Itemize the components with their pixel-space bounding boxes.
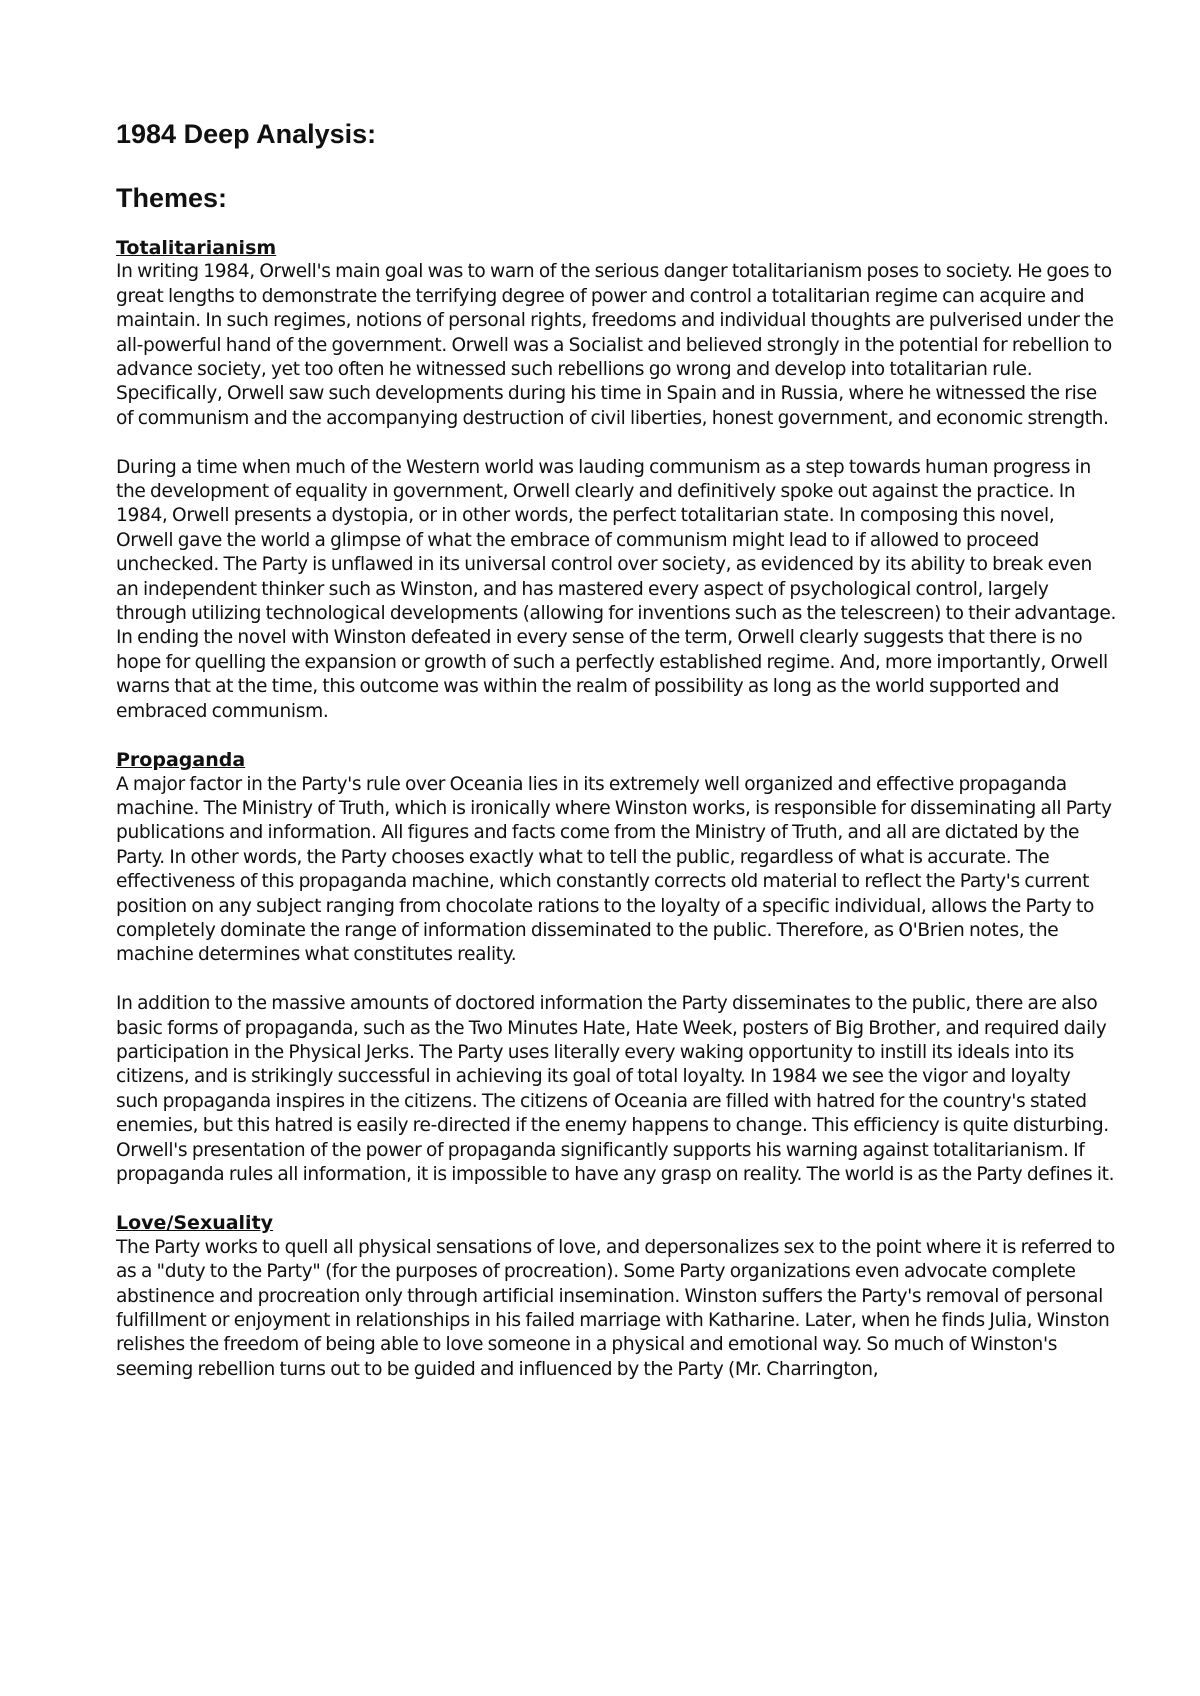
document-title: 1984 Deep Analysis: — [116, 119, 377, 149]
section-heading: Totalitarianism — [116, 237, 277, 259]
paragraph: During a time when much of the Western world was lauding communism as a step towards human progress in the development of equality in government, Orwell clearly and definitively spoke out against the practice. In 1984, Orwell presents a dystopia, or in other words, the perfect totalitarian state. In composing this novel, Orwell gave the world a glimpse of what the embrace of communism might lead to if allowed to proceed unchecked. The Party is unflawed in its universal control over society, as evidenced by its ability to break even an independent thinker such as Winston, and has mastered every aspect of psychological control, largely through utilizing technological developments (allowing for inventions such as the telescreen) to their advantage. In ending the novel with Winston defeated in every sense of the term, Orwell clearly suggests that there is no hope for quelling the expansion or growth of such a perfectly established regime. And, more importantly, Orwell warns that at the time, this outcome was within the realm of possibility as long as the world supported and embraced communism. — [116, 456, 1117, 722]
section-heading: Propaganda — [116, 749, 246, 772]
paragraph: In addition to the massive amounts of doctored information the Party disseminates to the public, there are also basic forms of propaganda, such as the Two Minutes Hate, Hate Week, posters of Big Brother, and required daily participation in the Physical Jerks. The Party uses literally every waking opportunity to instill its ideals into its citizens, and is strikingly successful in achieving its goal of total loyalty. In 1984 we see the vigor and loyalty such propaganda inspires in the citizens. The citizens of Oceania are filled with hatred for the country's stated enemies, but this hatred is easily re-directed if the enemy happens to change. This efficiency is quite disturbing. Orwell's presentation of the power of propaganda significantly supports his warning against totalitarianism. If propaganda rules all information, it is impossible to have any grasp on reality. The world is as the Party defines it. — [116, 993, 1115, 1185]
section-propaganda — [116, 748, 1116, 1187]
paragraph: In writing 1984, Orwell's main goal was to warn of the serious danger totalitarianism poses to society. He goes to great lengths to demonstrate the terrifying degree of power and control a totalitarian regime can acquire and maintain. In such regimes, notions of personal rights, freedoms and individual thoughts are pulverised under the all-powerful hand of the government. Orwell was a Socialist and believed strongly in the potential for rebellion to advance society, yet too often he witnessed such rebellions go wrong and develop into totalitarian rule. Specifically, Orwell saw such developments during his time in Spain and in Russia, where he witnessed the rise of communism and the accompanying destruction of civil liberties, honest government, and economic strength. — [116, 261, 1114, 429]
paragraph: The Party works to quell all physical sensations of love, and depersonalizes sex to the point where it is referred to as a "duty to the Party" (for the purposes of procreation). Some Party organizations even advocate complete abstinence and procreation only through artificial insemination. Winston suffers the Party's removal of personal fulfillment or enjoyment in relationships in his failed marriage with Katharine. Later, when he finds Julia, Winston relishes the freedom of being able to love someone in a physical and emotional way. So much of Winston's seeming rebellion turns out to be guided and influenced by the Party (Mr. Charrington, — [116, 1236, 1115, 1380]
section-heading: Love/Sexuality — [116, 1212, 274, 1235]
paragraph: A major factor in the Party's rule over Oceania lies in its extremely well organized and effective propaganda machine. The Ministry of Truth, which is ironically where Winston works, is responsible for disseminating all Party publications and information. All figures and facts come from the Ministry of Truth, and all are dictated by the Party. In other words, the Party chooses exactly what to tell the public, regardless of what is accurate. The effectiveness of this propaganda machine, which constantly corrects old material to reflect the Party's current position on any subject ranging from chocolate rations to the loyalty of a specific individual, allows the Party to completely dominate the range of information disseminated to the public. Therefore, as O'Brien notes, the machine determines what constitutes reality. — [116, 773, 1112, 966]
section-totalitarianism — [116, 236, 1116, 724]
themes-heading: Themes: — [116, 183, 228, 213]
document-page — [116, 118, 1116, 1382]
section-love-sexuality — [116, 1211, 1116, 1382]
